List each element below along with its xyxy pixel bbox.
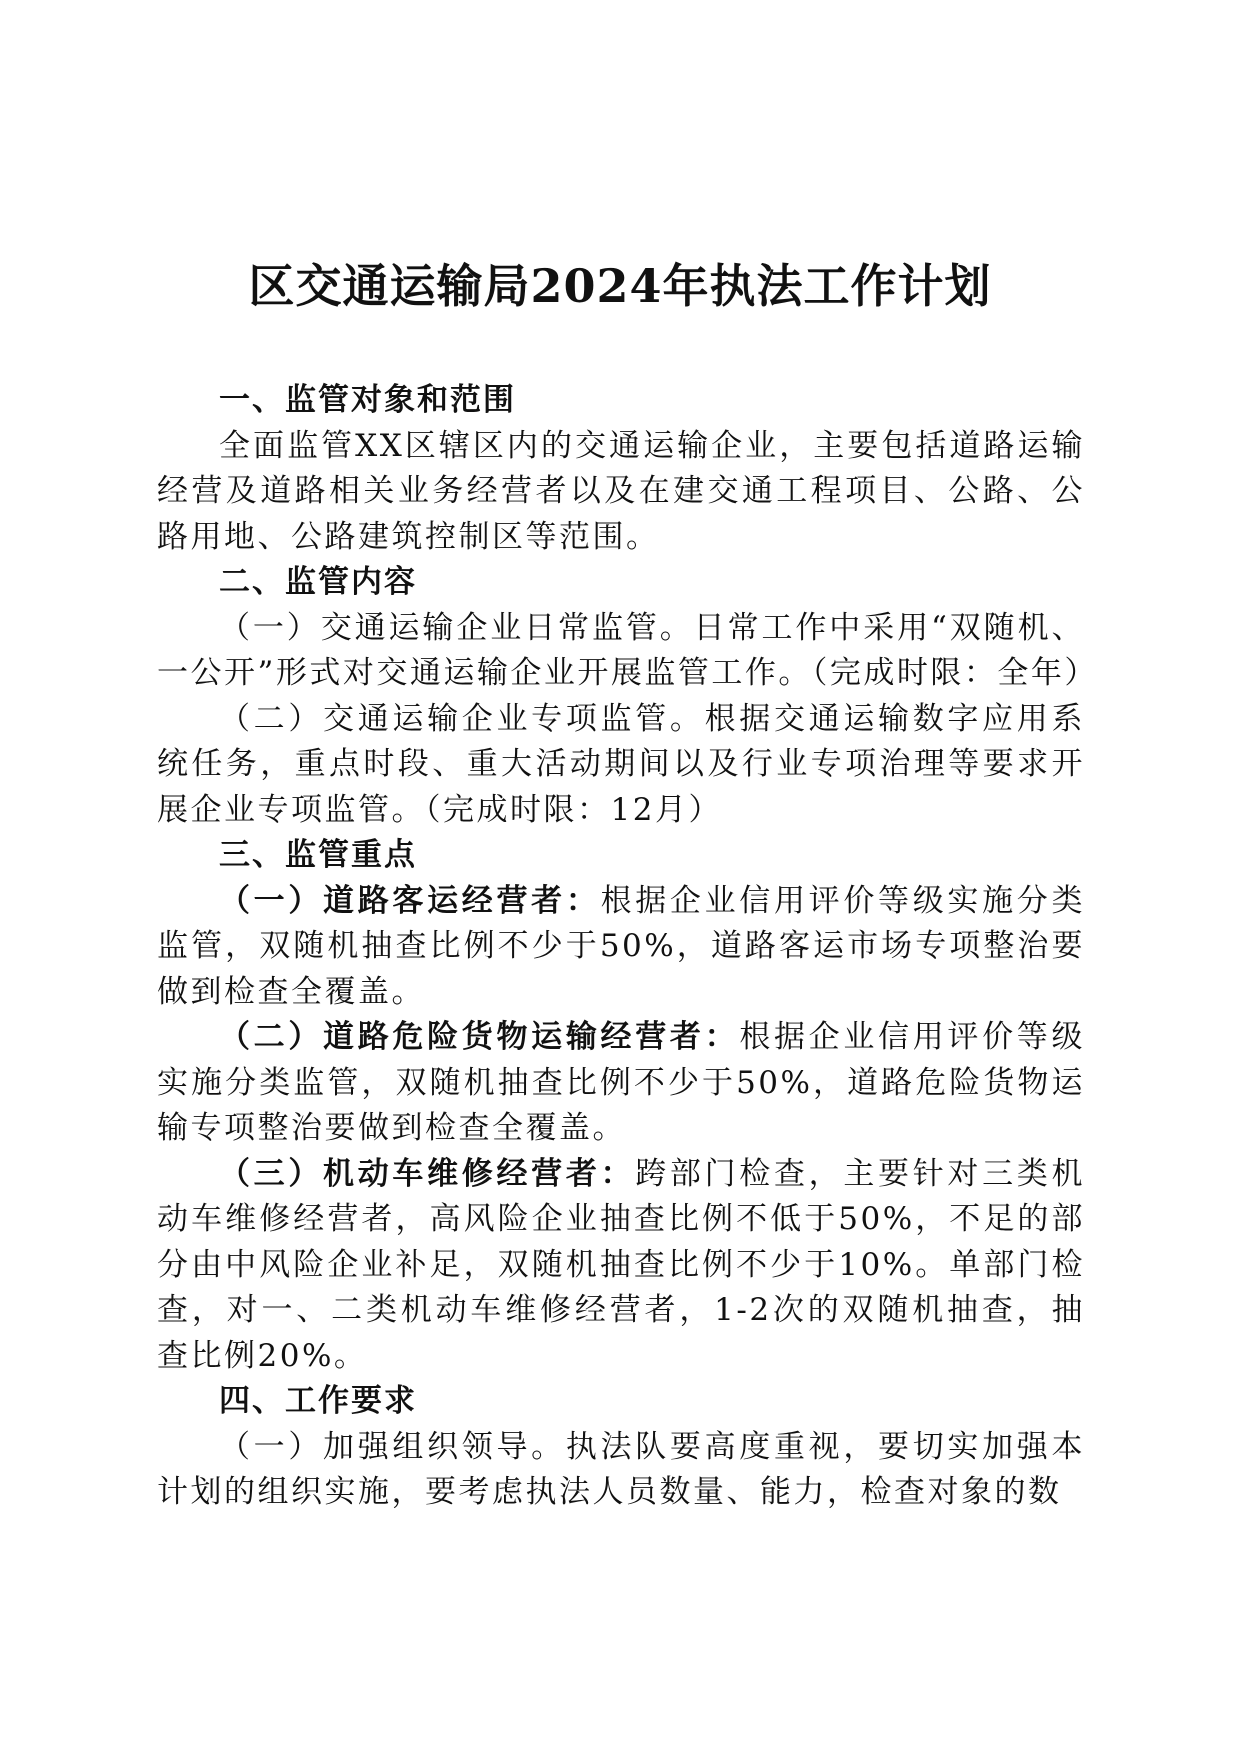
- paragraph-vehicle-repair: [157, 1152, 1085, 1380]
- section-heading-scope: 一、监管对象和范围: [219, 382, 516, 418]
- paragraph-organization: （一）加强组织领导。执法队要高度重视，要切实加强本计划的组织实施，要考虑执法人员数量、能力，检查对象的数: [157, 1428, 1085, 1510]
- paragraph-text: 跨部门检查，主要针对三类机动车维修经营者，高风险企业抽查比例不低于50%，不足的部分由中风险企业补足，双随机抽查比例不少于10%。单部门检查，对一、二类机动车维修经营者，1-2次的双随机抽查，抽查比例20%。: [157, 1155, 1085, 1374]
- document-body: [157, 378, 1098, 1516]
- section-heading-content: 二、监管内容: [219, 564, 417, 600]
- paragraph-special-supervision: （二）交通运输企业专项监管。根据交通运输数字应用系统任务，重点时段、重大活动期间以及行业专项治理等要求开展企业专项监管。（完成时限：12月）: [157, 700, 1085, 828]
- section-heading-requirements: 四、工作要求: [219, 1383, 417, 1419]
- paragraph-lead: （二）道路危险货物运输经营者：: [219, 1019, 740, 1055]
- document-title: 区交通运输局2024年执法工作计划: [248, 259, 992, 313]
- paragraph-dangerous-goods: [157, 1015, 1085, 1152]
- paragraph-text: 根据企业信用评价等级实施分类监管，双随机抽查比例不少于50%，道路客运市场专项整治要做到检查全覆盖。: [157, 882, 1085, 1010]
- paragraph-passenger-transport: [157, 879, 1085, 1016]
- paragraph-lead: （三）机动车维修经营者：: [219, 1155, 636, 1192]
- paragraph-text: 根据企业信用评价等级实施分类监管，双随机抽查比例不少于50%，道路危险货物运输专项整治要做到检查全覆盖。: [157, 1019, 1085, 1146]
- paragraph-lead: （一）道路客运经营者：: [219, 882, 601, 919]
- paragraph-scope: 全面监管XX区辖区内的交通运输企业，主要包括道路运输经营及道路相关业务经营者以及在建交通工程项目、公路、公路用地、公路建筑控制区等范围。: [157, 427, 1085, 555]
- paragraph-daily-supervision: （一）交通运输企业日常监管。日常工作中采用“双随机、一公开”形式对交通运输企业开展监管工作。（完成时限：全年）: [157, 609, 1098, 691]
- section-heading-focus: 三、监管重点: [219, 837, 417, 873]
